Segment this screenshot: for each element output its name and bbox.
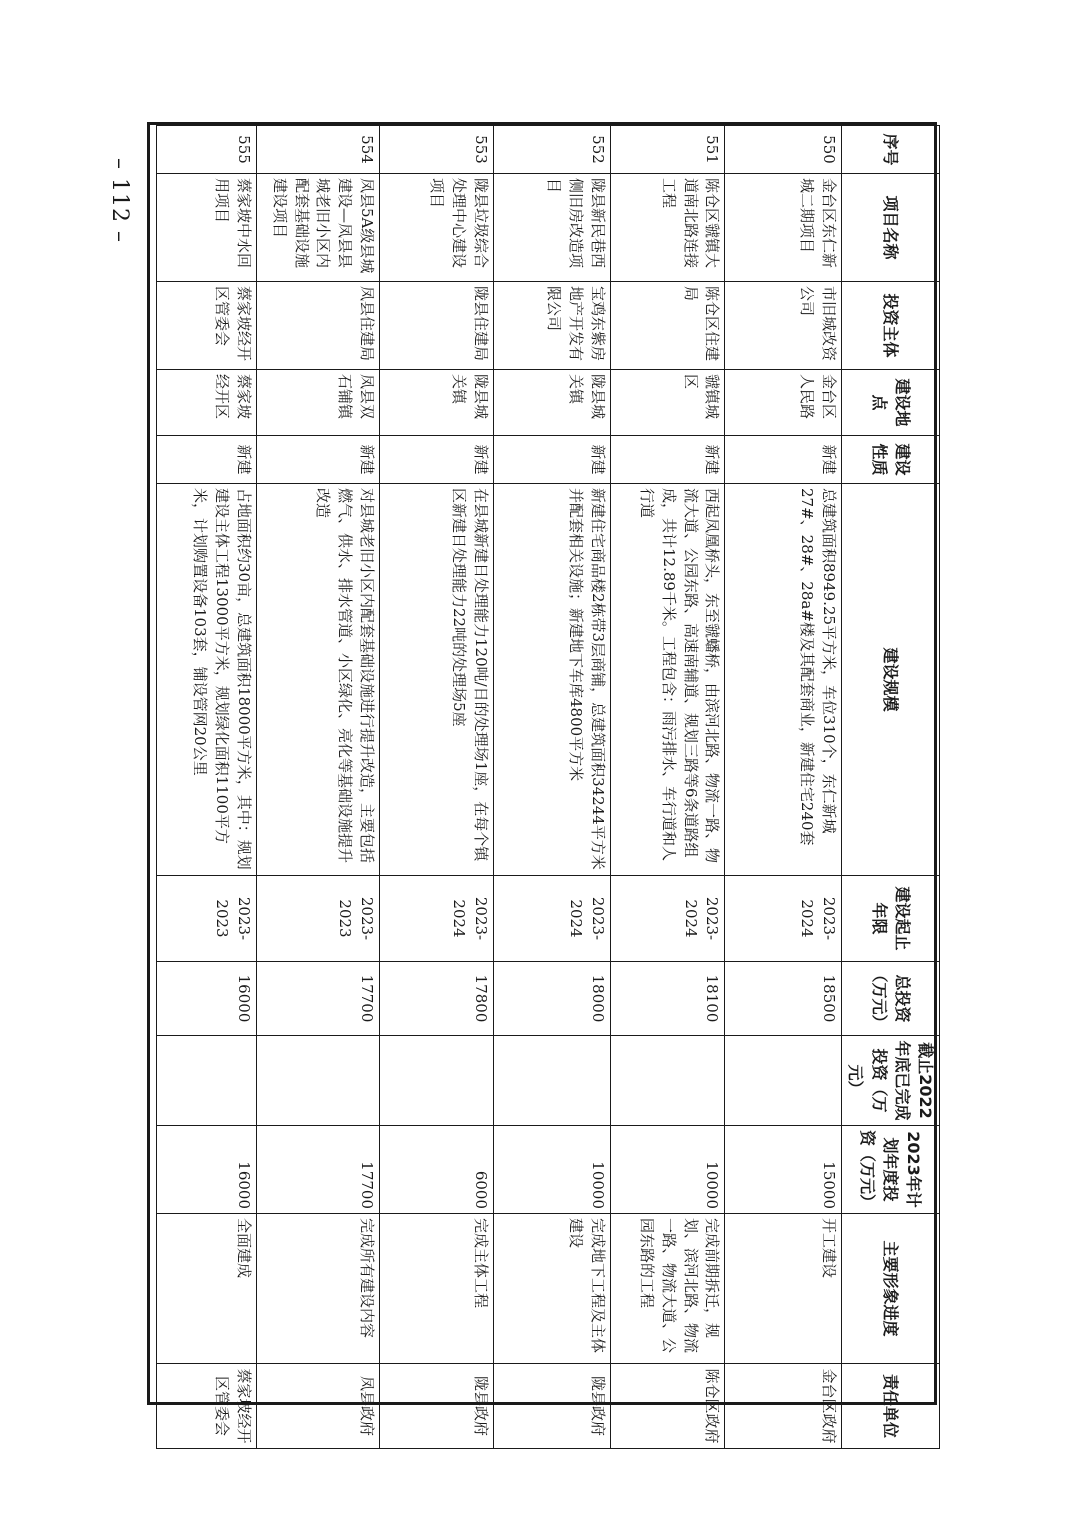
header-nature: 建设性质 (842, 436, 940, 484)
cell-unit: 凤县政府 (256, 1364, 379, 1449)
cell-years: 2023-2024 (493, 876, 610, 962)
cell-plan2023: 17700 (256, 1126, 379, 1214)
cell-total: 18100 (610, 962, 725, 1036)
cell-location: 陇县城关镇 (379, 370, 493, 436)
table-row (157, 126, 257, 1449)
cell-location: 凤县双石铺镇 (256, 370, 379, 436)
cell-total: 18000 (493, 962, 610, 1036)
table-row (379, 126, 493, 1449)
cell-years: 2023-2024 (725, 876, 842, 962)
project-table (156, 125, 940, 1449)
cell-completed (610, 1036, 725, 1126)
table-row (610, 126, 725, 1449)
cell-plan2023: 10000 (610, 1126, 725, 1214)
cell-total: 17700 (256, 962, 379, 1036)
header-investor: 投资主体 (842, 282, 940, 370)
cell-completed (379, 1036, 493, 1126)
cell-scale: 总建筑面积8949.25平方米，车位310个，东仁新城27#、28#、28a#楼及其配套商业，新建住宅240套 (725, 484, 842, 876)
cell-years: 2023-2023 (157, 876, 257, 962)
cell-progress: 开工建设 (725, 1214, 842, 1364)
rotated-table-container (150, 125, 940, 1444)
cell-progress: 完成地下工程及主体建设 (493, 1214, 610, 1364)
cell-completed (493, 1036, 610, 1126)
cell-scale: 占地面积约30亩，总建筑面积18000平方米，其中：规划建设主体工程13000平方米，规划绿化面积1100平方米，计划购置设备103套，铺设管网20公里 (157, 484, 257, 876)
cell-plan2023: 15000 (725, 1126, 842, 1214)
cell-name: 蔡家坡中水回用项目 (157, 174, 257, 282)
cell-years: 2023-2024 (610, 876, 725, 962)
cell-nature: 新建 (493, 436, 610, 484)
cell-unit: 陈仓区政府 (610, 1364, 725, 1449)
cell-investor: 市旧城改资公司 (725, 282, 842, 370)
header-name: 项目名称 (842, 174, 940, 282)
cell-years: 2023-2023 (256, 876, 379, 962)
cell-unit: 陇县政府 (493, 1364, 610, 1449)
cell-location: 金台区人民路 (725, 370, 842, 436)
header-completed: 截止2022年底已完成投资（万元） (842, 1036, 940, 1126)
header-progress: 主要形象进度 (842, 1214, 940, 1364)
cell-scale: 西起凤凰桥头，东至虢蟠桥，由滨河北路、物流一路、物流大道、公园东路、高速南辅道、规划三路等6条道路组成，共计12.89千米。工程包含：雨污排水、车行道和人行道 (610, 484, 725, 876)
cell-progress: 完成主体工程 (379, 1214, 493, 1364)
cell-completed (725, 1036, 842, 1126)
cell-completed (256, 1036, 379, 1126)
cell-nature: 新建 (725, 436, 842, 484)
cell-location: 虢镇城区 (610, 370, 725, 436)
cell-unit: 蔡家坡经开区管委会 (157, 1364, 257, 1449)
cell-total: 16000 (157, 962, 257, 1036)
cell-name: 陈仓区虢镇大道南北路连接工程 (610, 174, 725, 282)
cell-nature: 新建 (157, 436, 257, 484)
cell-name: 凤县5A级县城建设—凤县县城老旧小区内配套基础设施建设项目 (256, 174, 379, 282)
cell-plan2023: 6000 (379, 1126, 493, 1214)
cell-progress: 完成前期拆迁，规划、滨河北路、物流一路、物流大道、公园东路的工程 (610, 1214, 725, 1364)
cell-no: 551 (610, 126, 725, 174)
table-row (256, 126, 379, 1449)
cell-investor: 宝鸡东紫房地产开发有限公司 (493, 282, 610, 370)
cell-location: 蔡家坡经开区 (157, 370, 257, 436)
header-plan2023: 2023年计划年度投资（万元） (842, 1126, 940, 1214)
cell-scale: 在县城新建日处理能力120吨/日的处理场1座，在每个镇区新建日处理能力22吨的处理场5座 (379, 484, 493, 876)
cell-no: 554 (256, 126, 379, 174)
header-unit: 责任单位 (842, 1364, 940, 1449)
cell-no: 552 (493, 126, 610, 174)
cell-name: 陇县垃圾综合处理中心建设项目 (379, 174, 493, 282)
cell-years: 2023-2024 (379, 876, 493, 962)
table-row (725, 126, 842, 1449)
cell-plan2023: 16000 (157, 1126, 257, 1214)
header-years: 建设起止年限 (842, 876, 940, 962)
cell-scale: 新建住宅商品楼2栋带3层商铺，总建筑面积34244平方米并配套相关设施；新建地下车库4800平方米 (493, 484, 610, 876)
cell-nature: 新建 (379, 436, 493, 484)
header-no: 序号 (842, 126, 940, 174)
project-table-frame (147, 122, 937, 1444)
cell-no: 555 (157, 126, 257, 174)
header-row (842, 126, 940, 1449)
cell-scale: 对县城老旧小区内配套基础设施进行提升改造，主要包括燃气、供水、排水管道、小区绿化、亮化等基础设施提升改造 (256, 484, 379, 876)
cell-no: 550 (725, 126, 842, 174)
header-total: 总投资（万元） (842, 962, 940, 1036)
cell-location: 陇县城关镇 (493, 370, 610, 436)
cell-investor: 蔡家坡经开区管委会 (157, 282, 257, 370)
cell-nature: 新建 (610, 436, 725, 484)
cell-investor: 陇县住建局 (379, 282, 493, 370)
cell-total: 17800 (379, 962, 493, 1036)
cell-progress: 完成所有建设内容 (256, 1214, 379, 1364)
cell-investor: 凤县住建局 (256, 282, 379, 370)
cell-total: 18500 (725, 962, 842, 1036)
cell-unit: 陇县政府 (379, 1364, 493, 1449)
header-scale: 建设规模 (842, 484, 940, 876)
cell-no: 553 (379, 126, 493, 174)
cell-nature: 新建 (256, 436, 379, 484)
cell-unit: 金台区政府 (725, 1364, 842, 1449)
header-location: 建设地点 (842, 370, 940, 436)
cell-progress: 全面建成 (157, 1214, 257, 1364)
cell-investor: 陈仓区住建局 (610, 282, 725, 370)
cell-plan2023: 10000 (493, 1126, 610, 1214)
page-number: – 112 – (107, 157, 132, 243)
table-row (493, 126, 610, 1449)
cell-name: 陇县新民巷西侧旧房改造项目 (493, 174, 610, 282)
cell-name: 金台区东仁新城二期项目 (725, 174, 842, 282)
cell-completed (157, 1036, 257, 1126)
